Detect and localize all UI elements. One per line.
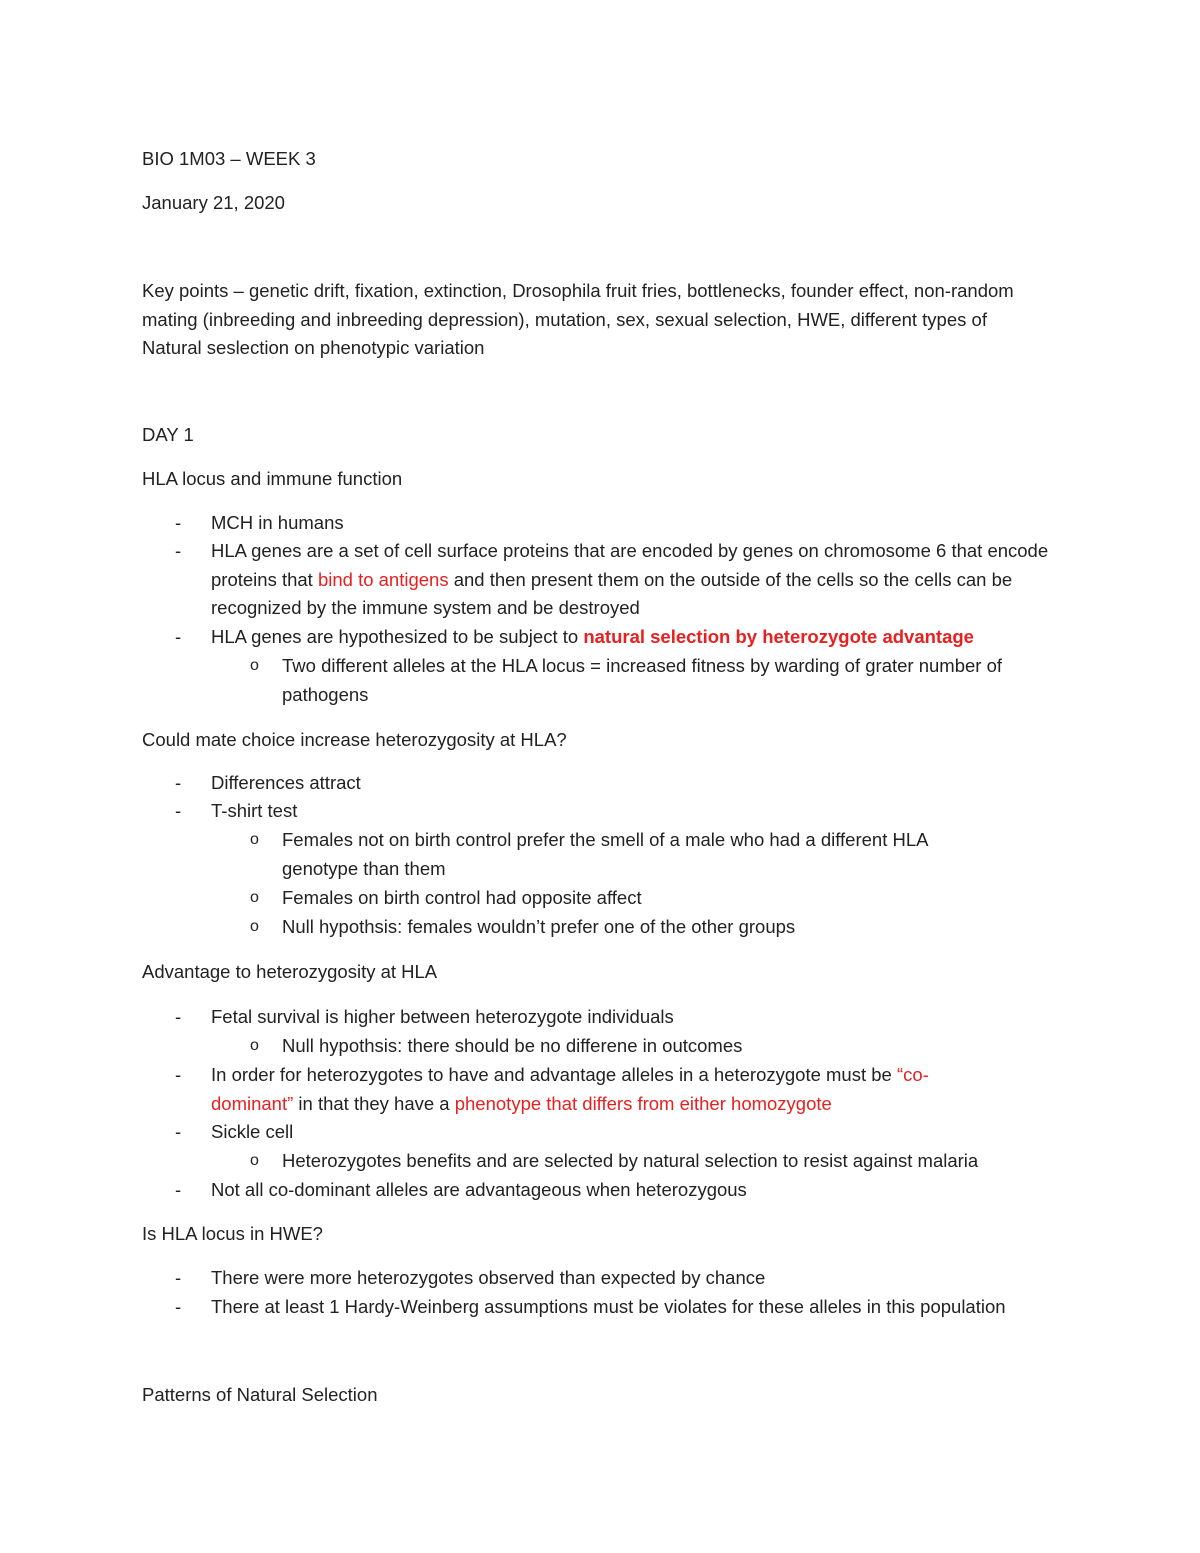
document-title: BIO 1M03 – WEEK 3 xyxy=(142,148,316,169)
sub-list-item-text: Females not on birth control prefer the smell of a male who had a different HLA genotype than them xyxy=(282,829,928,879)
list-item xyxy=(175,537,1061,623)
circle-marker: o xyxy=(250,657,259,674)
list-item xyxy=(175,1003,1071,1032)
list-item-text: HLA genes are a set of cell surface proteins that are encoded by genes on chromosome 6 that encode proteins that xyxy=(211,540,1049,590)
sub-list-item xyxy=(250,1032,1072,1061)
list-item-text: Not all co-dominant alleles are advantageous when heterozygous xyxy=(211,1179,747,1200)
sub-list-item xyxy=(250,826,1002,883)
circle-marker: o xyxy=(250,889,259,906)
list-item-text: Fetal survival is higher between heterozygote individuals xyxy=(211,1006,674,1027)
list-item xyxy=(175,1176,1071,1205)
dash-marker: - xyxy=(175,1267,182,1288)
sub-list-item xyxy=(250,884,1072,913)
dash-marker: - xyxy=(175,540,182,561)
sub-list-item xyxy=(250,652,1062,709)
list-item-text: T-shirt test xyxy=(211,800,298,821)
list-item-text: In order for heterozygotes to have and advantage alleles in a heterozygote must be xyxy=(211,1064,897,1085)
sub-list-item-text: Heterozygotes benefits and are selected by natural selection to resist against malaria xyxy=(282,1150,979,1171)
key-points-paragraph: Key points – genetic drift, fixation, extinction, Drosophila fruit fries, bottlenecks, founder effect, non-random mating (inbreeding and inbreeding depression), mutation, sex, sexual selection, HWE, different types of Natural seslection on phenotypic variation xyxy=(142,280,1014,358)
dash-marker: - xyxy=(175,1064,182,1085)
highlight-text: phenotype that differs from either homozygote xyxy=(454,1092,832,1114)
highlight-text: “co-dominant” xyxy=(211,1064,929,1114)
list-item-text: There at least 1 Hardy-Weinberg assumptions must be violates for these alleles in this population xyxy=(211,1296,1006,1317)
dash-marker: - xyxy=(175,1179,182,1200)
dash-marker: - xyxy=(175,800,182,821)
circle-marker: o xyxy=(250,831,259,848)
list-item xyxy=(175,509,1071,538)
day-heading: DAY 1 xyxy=(142,424,194,445)
list-item-text: There were more heterozygotes observed than expected by chance xyxy=(211,1267,766,1288)
dash-marker: - xyxy=(175,1296,182,1317)
sub-list-item-text: Two different alleles at the HLA locus = increased fitness by warding of grater number of pathogens xyxy=(282,655,1003,705)
list-item xyxy=(175,1293,1111,1322)
circle-marker: o xyxy=(250,918,259,935)
dash-marker: - xyxy=(175,626,182,647)
list-item-text: HLA genes are hypothesized to be subject to xyxy=(211,626,584,647)
mate-choice-heading: Could mate choice increase heterozygosity at HLA? xyxy=(142,729,567,750)
list-item xyxy=(175,1061,1001,1118)
list-item-text: Differences attract xyxy=(211,772,361,793)
list-item-text: Sickle cell xyxy=(211,1121,294,1142)
list-item-text: in that they have a xyxy=(293,1092,455,1114)
hwe-heading: Is HLA locus in HWE? xyxy=(142,1223,323,1244)
list-item-text: MCH in humans xyxy=(211,512,344,533)
sub-list-item-text: Null hypothsis: there should be no differene in outcomes xyxy=(282,1035,743,1056)
sub-list-item-text: Null hypothsis: females wouldn’t prefer one of the other groups xyxy=(282,916,796,937)
advantage-heading: Advantage to heterozygosity at HLA xyxy=(142,961,438,982)
list-item xyxy=(175,1264,1071,1293)
highlight-text: bind to antigens xyxy=(317,568,449,590)
dash-marker: - xyxy=(175,1006,182,1027)
circle-marker: o xyxy=(250,1037,259,1054)
list-item xyxy=(175,1118,1071,1147)
dash-marker: - xyxy=(175,1121,182,1142)
sub-list-item xyxy=(250,913,1072,942)
dash-marker: - xyxy=(175,512,182,533)
list-item xyxy=(175,797,1071,826)
sub-list-item-text: Females on birth control had opposite affect xyxy=(282,887,642,908)
document-date: January 21, 2020 xyxy=(142,192,285,213)
hla-heading: HLA locus and immune function xyxy=(142,468,403,489)
list-item xyxy=(175,623,1071,652)
dash-marker: - xyxy=(175,772,182,793)
highlight-text: natural selection by heterozygote advantage xyxy=(583,626,974,647)
patterns-heading: Patterns of Natural Selection xyxy=(142,1384,378,1405)
sub-list-item xyxy=(250,1147,1072,1176)
list-item-text: and then present them on the outside of the cells so the cells can be recognized by the immune system and be destroyed xyxy=(211,568,1013,618)
list-item xyxy=(175,769,1071,798)
circle-marker: o xyxy=(250,1152,259,1169)
